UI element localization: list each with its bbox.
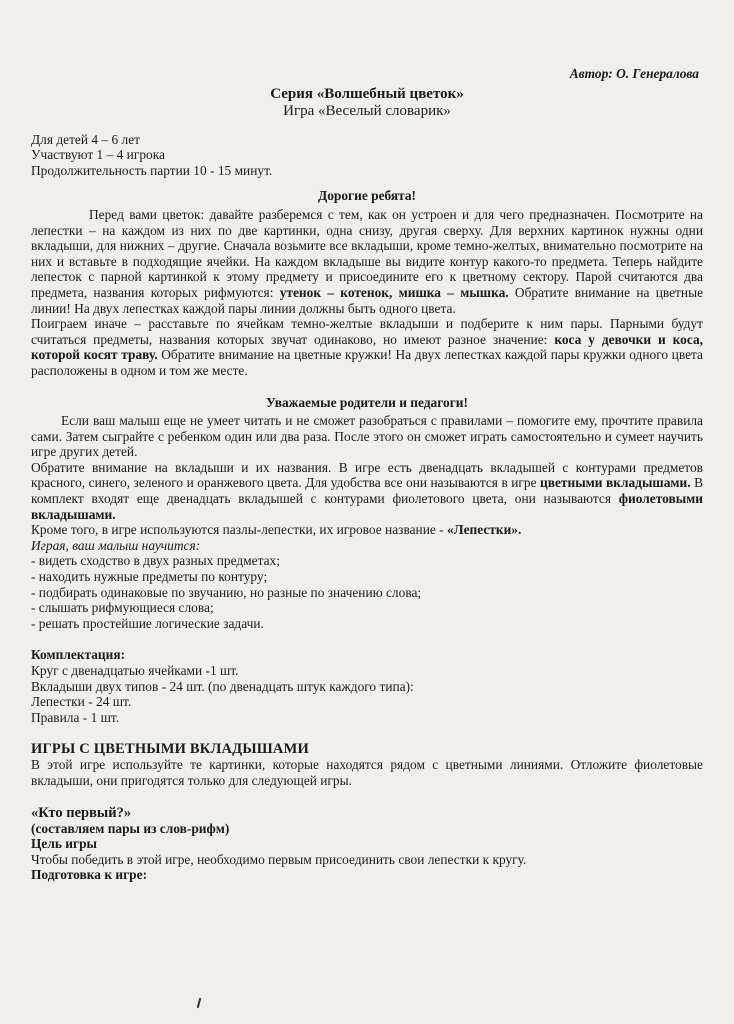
game-title: «Кто первый?»: [31, 804, 132, 821]
rhyme-examples: утенок – котенок, мишка – мышка.: [279, 284, 509, 300]
homonym-examples: коса у девочки и коса, которой косят траву.: [31, 331, 703, 363]
parents-paragraph-2: Обратите внимание на вкладыши и их названия. В игре есть двенадцать вкладышей с контурами предметов красного, синего, зеленого и оранжевого цвета. Для удобства все они называются в игре цветными вкладышами. В комплект входят еще двенадцать вкладышей с контурами фиолетового цвета, они называются фиолетовыми вкладышами.: [31, 459, 703, 522]
rules-page: [31, 66, 703, 883]
meta-info: [31, 132, 703, 179]
list-item: - видеть сходство в двух разных предметах;: [31, 553, 280, 569]
list-item: - слышать рифмующиеся слова;: [31, 600, 214, 616]
meta-duration: Продолжительность партии 10 - 15 минут.: [31, 162, 273, 178]
parents-paragraph-1: Если ваш малыш еще не умеет читать и не сможет разобраться с правилами – помогите ему, прочтите правила сами. Затем сыграйте с ребенком один или два раза. После этого он сможет играть самостоятельно и сумеет научить игре других детей.: [31, 413, 703, 460]
parents-paragraph-3: Кроме того, в игре используются пазлы-лепестки, их игровое название - «Лепестки».: [31, 522, 522, 538]
list-item: Правила - 1 шт.: [31, 709, 120, 725]
kids-paragraph-2: Поиграем иначе – расставьте по ячейкам темно-желтые вкладыши и подберите к ним пары. Парными будут считаться предметы, названия которых звучат одинаково, но имеют разное значение: коса у девочки и коса, которой косят траву. Обратите внимание на цветные кружки! На двух лепестках каждой пары кружки одного цвета расположены в одном и том же месте.: [31, 316, 703, 378]
kit-heading: Комплектация:: [31, 647, 126, 663]
list-item: Вкладыши двух типов - 24 шт. (по двенадцать штук каждого типа):: [31, 678, 414, 694]
list-item: - находить нужные предметы по контуру;: [31, 569, 268, 585]
colored-inserts-heading: ИГРЫ С ЦВЕТНЫМИ ВКЛАДЫШАМИ: [31, 741, 309, 758]
list-item: Лепестки - 24 шт.: [31, 694, 132, 710]
meta-players: Участвуют 1 – 4 игрока: [31, 147, 165, 163]
pen-mark: [197, 998, 202, 1008]
prep-heading: Подготовка к игре:: [31, 867, 148, 883]
kit-list: [31, 663, 703, 725]
series-title: Серия «Волшебный цветок»: [270, 85, 464, 102]
goal-heading: Цель игры: [31, 836, 97, 852]
kids-heading: Дорогие ребята!: [317, 188, 417, 204]
list-item: - решать простейшие логические задачи.: [31, 615, 264, 631]
parents-heading: Уважаемые родители и педагоги!: [266, 394, 468, 410]
game-subtitle: Игра «Веселый словарик»: [283, 102, 451, 119]
author-line: Автор: О. Генералова: [569, 66, 699, 81]
meta-age: Для детей 4 – 6 лет: [31, 131, 140, 147]
colored-inserts-text: В этой игре используйте те картинки, которые находятся рядом с цветными линиями. Отложите фиолетовые вкладыши, они пригодятся только для следующей игры.: [31, 757, 703, 788]
goal-text: Чтобы победить в этой игре, необходимо первым присоединить свои лепестки к кругу.: [31, 851, 527, 867]
learn-intro: Играя, ваш малыш научится:: [31, 537, 201, 553]
kids-paragraph-1: Перед вами цветок: давайте разберемся с тем, как он устроен и для чего предназначен. Посмотрите на лепестки – на каждом из них по две картинки, одна снизу, другая сверху. Для верхних картинок нужны одни вкладыши, для нижних – другие. Сначала возьмите все вкладыши, кроме темно-желтых, внимательно посмотрите на них и вставьте в подходящие ячейки. На каждом вкладыше вы видите контур какого-то предмета. Теперь найдите лепесток с парной картинкой к этому предмету и присоедините его к цветному сектору. Парой считаются два предмета, названия которых рифмуются: утенок – котенок, мишка – мышка. Обратите внимание на цветные линии! На двух лепестках каждой пары линии должны быть одного цвета.: [31, 206, 704, 316]
list-item: Круг с двенадцатью ячейками -1 шт.: [31, 663, 239, 678]
game-subtitle-rhymes: (составляем пары из слов-рифм): [31, 820, 230, 836]
learn-list: [31, 553, 703, 631]
list-item: - подбирать одинаковые по звучанию, но разные по значению слова;: [31, 584, 422, 600]
